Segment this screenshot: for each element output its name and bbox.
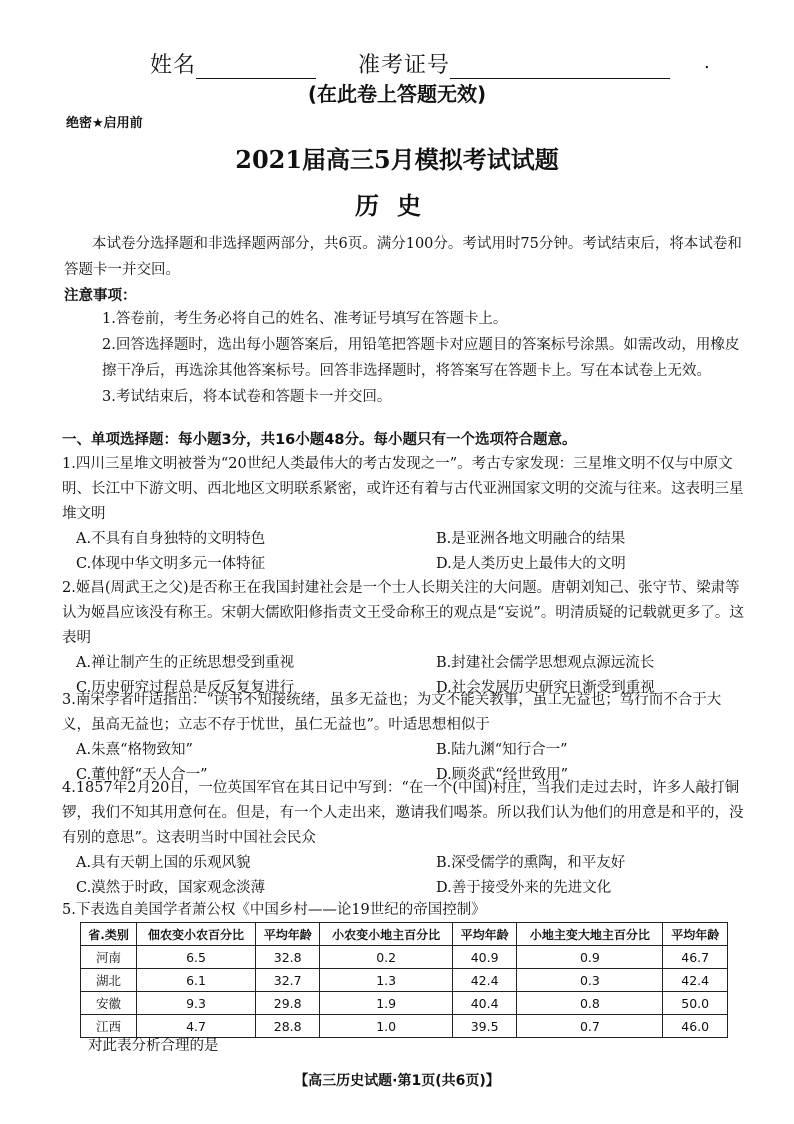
- table-cell: 6.1: [137, 969, 256, 992]
- notes-list: [102, 306, 742, 410]
- option-d: D.顾炎武“经世致用”: [436, 767, 569, 783]
- question-stem: 5.下表选自美国学者萧公权《中国乡村——论19世纪的帝国控制》: [62, 902, 486, 918]
- table-cell: 29.8: [255, 992, 320, 1015]
- name-line: [150, 48, 670, 79]
- option-d: D.是人类历史上最伟大的文明: [436, 556, 626, 572]
- question-stem: 1.四川三星堆文明被誉为“20世纪人类最伟大的考古发现之一”。考古专家发现：三星堆文明不仅与中原文明、长江中下游文明、西北地区文明联系紧密，或许还有着与古代亚洲国家文明的交流与往来。这表明三星堆文明: [62, 456, 744, 522]
- table-header: 佃农变小农百分比: [137, 923, 256, 946]
- table-cell: 28.8: [255, 1015, 320, 1038]
- question-stem: 4.1857年2月20日，一位英国军官在其日记中写到：“在一个(中国)村庄，当我们走过去时，许多人敲打铜锣，我们不知其用意何在。但是，有一个人走出来，邀请我们喝茶。所以我们认为他们的用意是和平的，没有别的意思”。这表明当时中国社会民众: [62, 780, 744, 846]
- section-heading: 一、单项选择题：每小题3分，共16小题48分。每小题只有一个选项符合题意。: [62, 432, 577, 448]
- intro-text: 本试卷分选择题和非选择题两部分，共6页。满分100分。考试用时75分钟。考试结束后，将本试卷和答题卡一并交回。: [64, 236, 742, 278]
- option-b: B.是亚洲各地文明融合的结果: [436, 531, 626, 547]
- name-label: 姓名: [150, 53, 197, 78]
- table-header-row: [81, 923, 728, 946]
- table-cell: 0.7: [517, 1015, 663, 1038]
- invalid-note: (在此卷上答题无效): [307, 82, 487, 106]
- name-blank: [196, 56, 316, 79]
- question-1: [62, 452, 744, 577]
- data-table: [80, 922, 728, 1038]
- table-header: 平均年龄: [452, 923, 517, 946]
- table-cell: 50.0: [663, 992, 728, 1015]
- option-a: A.朱熹“格物致知”: [76, 742, 193, 758]
- table-cell: 42.4: [452, 969, 517, 992]
- table-cell: 40.9: [452, 946, 517, 969]
- table-cell: 46.0: [663, 1015, 728, 1038]
- exam-no-label: 准考证号: [358, 53, 451, 78]
- table-cell: 0.3: [517, 969, 663, 992]
- table-cell: 4.7: [137, 1015, 256, 1038]
- option-a: A.具有天朝上国的乐观风貌: [76, 855, 251, 871]
- option-c: C.漠然于时政，国家观念淡薄: [76, 880, 266, 896]
- analysis-prompt: 对此表分析合理的是: [88, 1038, 219, 1054]
- option-b: B.封建社会儒学思想观点源远流长: [436, 655, 655, 671]
- table-cell: 江西: [81, 1015, 137, 1038]
- option-d: D.善于接受外来的先进文化: [436, 880, 612, 896]
- table-cell: 32.7: [255, 969, 320, 992]
- question-5: [62, 898, 744, 923]
- options: [62, 527, 744, 577]
- question-stem: 2.姬昌(周武王之父)是否称王在我国封建社会是一个士人长期关注的大问题。唐朝刘知己、张守节、梁肃等认为姬昌应该没有称王。宋朝大儒欧阳修指责文王受命称王的观点是“妄说”。明清质疑的记载就更多了。这表明: [62, 580, 744, 646]
- table-cell: 6.5: [137, 946, 256, 969]
- table-cell: 1.0: [320, 1015, 452, 1038]
- table-cell: 40.4: [452, 992, 517, 1015]
- table-cell: 安徽: [81, 992, 137, 1015]
- table-cell: 1.9: [320, 992, 452, 1015]
- note-item: 3.考试结束后，将本试卷和答题卡一并交回。: [102, 389, 392, 405]
- note-item: 2.回答选择题时，选出每小题答案后，用铅笔把答题卡对应题目的答案标号涂黑。如需改动，用橡皮擦干净后，再选涂其他答案标号。回答非选择题时，将答案写在答题卡上。写在本试卷上无效。: [102, 337, 740, 379]
- question-2: [62, 576, 744, 701]
- table-cell: 0.2: [320, 946, 452, 969]
- table-header: 平均年龄: [255, 923, 320, 946]
- note-item: 1.答卷前，考生务必将自己的姓名、准考证号填写在答题卡上。: [102, 311, 508, 327]
- table-header: 小农变小地主百分比: [320, 923, 452, 946]
- option-c: C.历史研究过程总是反反复复进行: [76, 680, 295, 696]
- table-header: 平均年龄: [663, 923, 728, 946]
- option-a: A.不具有自身独特的文明特色: [76, 531, 266, 547]
- table-cell: 河南: [81, 946, 137, 969]
- table-cell: 湖北: [81, 969, 137, 992]
- table-cell: 1.3: [320, 969, 452, 992]
- option-a: A.禅让制产生的正统思想受到重视: [76, 655, 295, 671]
- option-b: B.陆九渊“知行合一”: [436, 742, 568, 758]
- question-4: [62, 776, 744, 901]
- secret-mark: 绝密★启用前: [66, 116, 143, 131]
- table-cell: 9.3: [137, 992, 256, 1015]
- exam-title: 2021届高三5月模拟考试试题: [235, 145, 559, 174]
- option-c: C.体现中华文明多元一体特征: [76, 556, 266, 572]
- options: [62, 851, 744, 901]
- table-row: [81, 992, 728, 1015]
- table-cell: 0.8: [517, 992, 663, 1015]
- subject-title: 历史: [355, 191, 439, 220]
- option-b: B.深受儒学的熏陶，和平友好: [436, 855, 626, 871]
- table-row: [81, 946, 728, 969]
- exam-no-blank: [450, 56, 670, 79]
- question-3: [62, 688, 744, 788]
- table-row: [81, 969, 728, 992]
- table-cell: 39.5: [452, 1015, 517, 1038]
- table-cell: 32.8: [255, 946, 320, 969]
- question-stem: 3.南宋学者叶适指出：“读书不知接统绪，虽多无益也；为文不能关教事，虽工无益也；笃行而不合于大义，虽高无益也；立志不存于忧世，虽仁无益也”。叶适思想相似于: [62, 692, 722, 733]
- page-footer: 【高三历史试题·第1页(共6页)】: [294, 1073, 500, 1089]
- option-c: C.董仲舒“天人合一”: [76, 767, 208, 783]
- table-header: 小地主变大地主百分比: [517, 923, 663, 946]
- option-d: D.社会发展历史研究日渐受到重视: [436, 680, 655, 696]
- table-cell: 42.4: [663, 969, 728, 992]
- table-header: 省.类别: [81, 923, 137, 946]
- notes-title: 注意事项：: [64, 288, 137, 304]
- stray-dot: .: [704, 52, 710, 73]
- table-cell: 46.7: [663, 946, 728, 969]
- table-cell: 0.9: [517, 946, 663, 969]
